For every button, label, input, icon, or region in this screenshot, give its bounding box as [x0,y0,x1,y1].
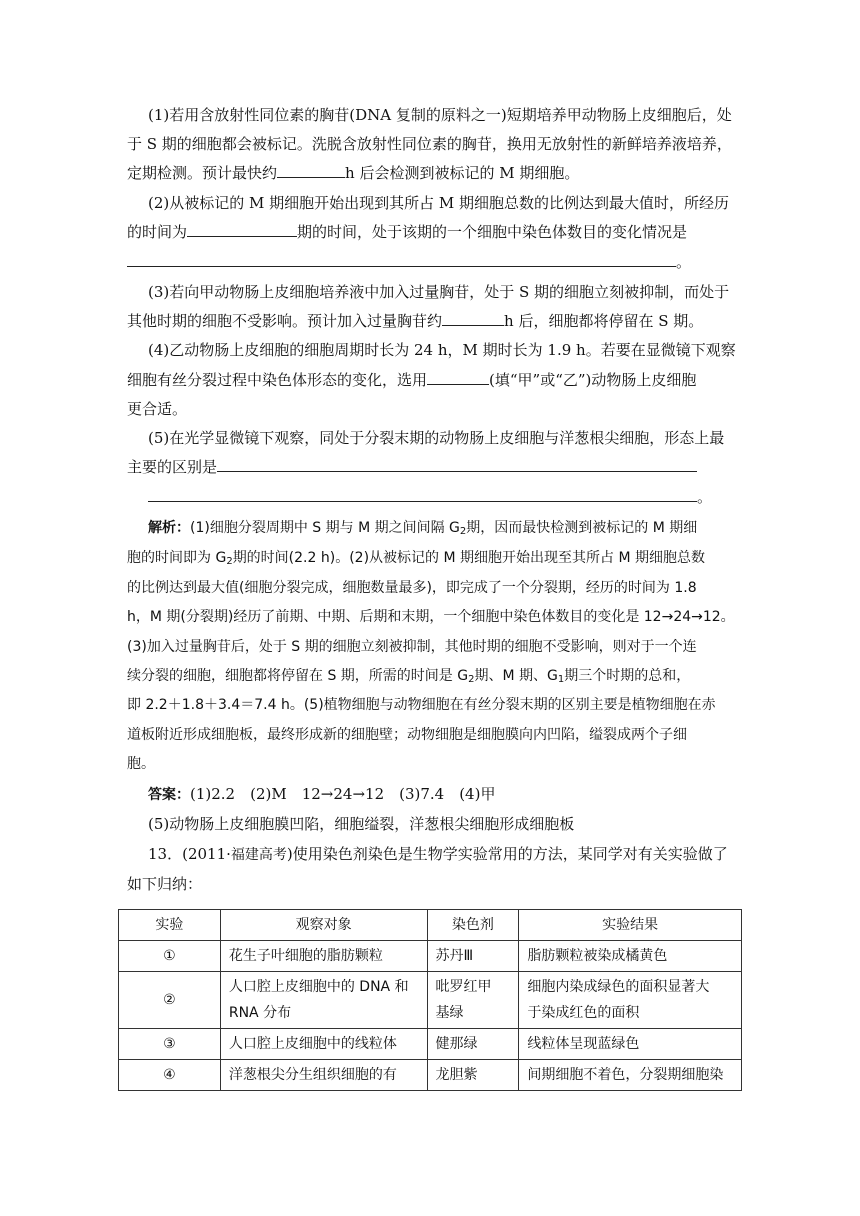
analysis-line4: h，M 期(分裂期)经历了前期、中期、后期和末期，一个细胞中染色体数目的变化是 12→24→12。 [127,609,735,625]
q5-line3-end: 。 [697,488,713,506]
q2-line2-end: 期的时间，处于该期的一个细胞中染色体数目的变化情况是 [297,223,688,241]
q4-line1: (4)乙动物肠上皮细胞的细胞周期时长为 24 h，M 期时长为 1.9 h。若要在显微镜下观察 [148,341,736,359]
q2-line1: (2)从被标记的 M 期细胞开始出现到其所占 M 期细胞总数的比例达到最大值时，所经历 [148,194,730,212]
table-cell-line: 人口腔上皮细胞中的 DNA 和 [228,979,409,995]
table-cell-line: 龙胆紫 [435,1067,478,1083]
answer-blank[interactable] [442,310,504,326]
q2-line3 [127,248,739,277]
q1-line2: 于 S 期的细胞都会被标记。洗脱含放射性同位素的胸苷，换用无放射性的新鲜培养液培养， [127,135,732,153]
q4-line2 [127,366,739,395]
table-cell: ① [119,941,221,972]
analysis-line8: 道板附近形成细胞板，最终形成新的细胞壁；动物细胞是细胞膜向内凹陷，缢裂成两个子细 [127,727,687,743]
subscript: 2 [468,674,475,685]
table-cell-line: 洋葱根尖分生组织细胞的有 [228,1067,397,1083]
q13-text: )使用染色剂染色是生物学实验常用的方法，某同学对有关实验做了 [286,845,728,863]
table-cell-line: 基绿 [435,1005,464,1021]
q5-line2-text: 主要的区别是 [127,458,218,476]
q13-line2: 如下归纳： [127,875,203,893]
q2-line2 [127,218,739,247]
table-cell: ② [119,972,221,1029]
table-header: 实验 [119,910,221,941]
table-row [119,972,742,1029]
q13-line1 [148,840,760,870]
answer-line1 [148,780,760,810]
analysis-text: 期三个时期的总和， [564,668,691,684]
analysis-line3: 的比例达到最大值(细胞分裂完成，细胞数量最多)，即完成了一个分裂期，经历的时间为 1.8 [127,580,697,596]
table-cell [427,1060,519,1091]
table-header-row [119,910,742,941]
subscript: 1 [557,674,565,685]
table-cell: ④ [119,1060,221,1091]
q13-text: 13．(2011· [148,845,231,863]
answer-text: (1)2.2 (2)M 12→24→12 (3)7.4 (4)甲 [190,785,496,803]
analysis-line1 [148,514,760,546]
q3-line1: (3)若向甲动物肠上皮细胞培养液中加入过量胸苷，处于 S 期的细胞立刻被抑制，而处于 [148,283,730,301]
subscript: 2 [459,526,467,537]
table-header: 染色剂 [427,910,519,941]
table-header: 观察对象 [220,910,427,941]
table-cell: 花生子叶细胞的脂肪颗粒 [220,941,427,972]
analysis-line2 [127,544,739,576]
table-cell-line: 于染成红色的面积 [527,1005,640,1021]
table-header: 实验结果 [519,910,742,941]
answer-blank[interactable] [217,456,697,472]
table-cell-line: 细胞内染成绿色的面积显著大 [527,979,710,995]
q1-line3-text: 定期检测。预计最快约 [127,164,278,182]
table-row [119,1060,742,1091]
q1-line1: (1)若用含放射性同位素的胸苷(DNA 复制的原料之一)短期培养甲动物肠上皮细胞后，处 [148,106,732,124]
table-cell-line: 间期细胞不着色，分裂期细胞染 [527,1067,724,1083]
table-cell [220,1060,427,1091]
analysis-text: 胞的时间即为 G [127,550,227,566]
q3-line2 [127,307,739,336]
table-row [119,941,742,972]
answer-label: 答案： [148,787,190,803]
table-cell: 脂肪颗粒被染成橘黄色 [519,941,742,972]
analysis-label: 解析： [148,520,190,536]
analysis-text: 期、M 期、G [474,668,558,684]
analysis-line9: 胞。 [127,756,155,772]
table-cell [427,972,519,1029]
subscript: 2 [226,556,233,567]
answer-blank[interactable] [127,251,676,267]
q13-source: 福建高考 [230,847,287,863]
table-cell: ③ [119,1029,221,1060]
table-cell-line: RNA 分布 [228,1005,292,1021]
table-cell: 健那绿 [427,1029,519,1060]
table-cell [519,1060,742,1091]
q3-line2-end: h 后，细胞都将停留在 S 期。 [504,312,704,330]
q5-line2 [127,453,739,482]
q3-line2-text: 其他时期的细胞不受影响。预计加入过量胸苷约 [127,312,443,330]
analysis-line7: 即 2.2＋1.8＋3.4＝7.4 h。(5)植物细胞与动物细胞在有丝分裂末期的区别主要是植物细胞在赤 [127,697,716,713]
table-cell [519,972,742,1029]
q2-line3-end: 。 [676,253,692,271]
q1-line3-end: h 后会检测到被标记的 M 期细胞。 [345,164,580,182]
q4-line2-end: (填“甲”或“乙”)动物肠上皮细胞 [489,371,697,389]
table-cell: 线粒体呈现蓝绿色 [519,1029,742,1060]
analysis-line6 [127,662,739,694]
analysis-line5: (3)加入过量胸苷后，处于 S 期的细胞立刻被抑制，其他时期的细胞不受影响，则对于一个连 [127,639,697,655]
table-cell [220,972,427,1029]
answer-blank[interactable] [148,486,697,502]
experiment-table [118,909,742,1091]
q2-line2-text: 的时间为 [127,223,188,241]
answer-blank[interactable] [277,162,345,178]
analysis-text: 期，因而最快检测到被标记的 M 期细 [466,520,698,536]
q5-line3 [148,483,760,512]
q1-line3 [127,159,739,188]
analysis-text: 期的时间(2.2 h)。(2)从被标记的 M 期细胞开始出现至其所占 M 期细胞总数 [232,550,705,566]
table-cell: 人口腔上皮细胞中的线粒体 [220,1029,427,1060]
answer-line2: (5)动物肠上皮细胞膜凹陷，细胞缢裂，洋葱根尖细胞形成细胞板 [148,815,575,833]
table-cell-line: 吡罗红甲 [435,979,492,995]
answer-blank[interactable] [187,221,297,237]
answer-blank[interactable] [427,369,489,385]
q5-line1: (5)在光学显微镜下观察，同处于分裂末期的动物肠上皮细胞与洋葱根尖细胞，形态上最 [148,429,725,447]
table-cell: 苏丹Ⅲ [427,941,519,972]
q4-line3: 更合适。 [127,400,188,418]
q4-line2-text: 细胞有丝分裂过程中染色体形态的变化，选用 [127,371,428,389]
table-row [119,1029,742,1060]
analysis-text: 续分裂的细胞，细胞都将停留在 S 期，所需的时间是 G [127,668,469,684]
analysis-text: (1)细胞分裂周期中 S 期与 M 期之间间隔 G [190,520,460,536]
